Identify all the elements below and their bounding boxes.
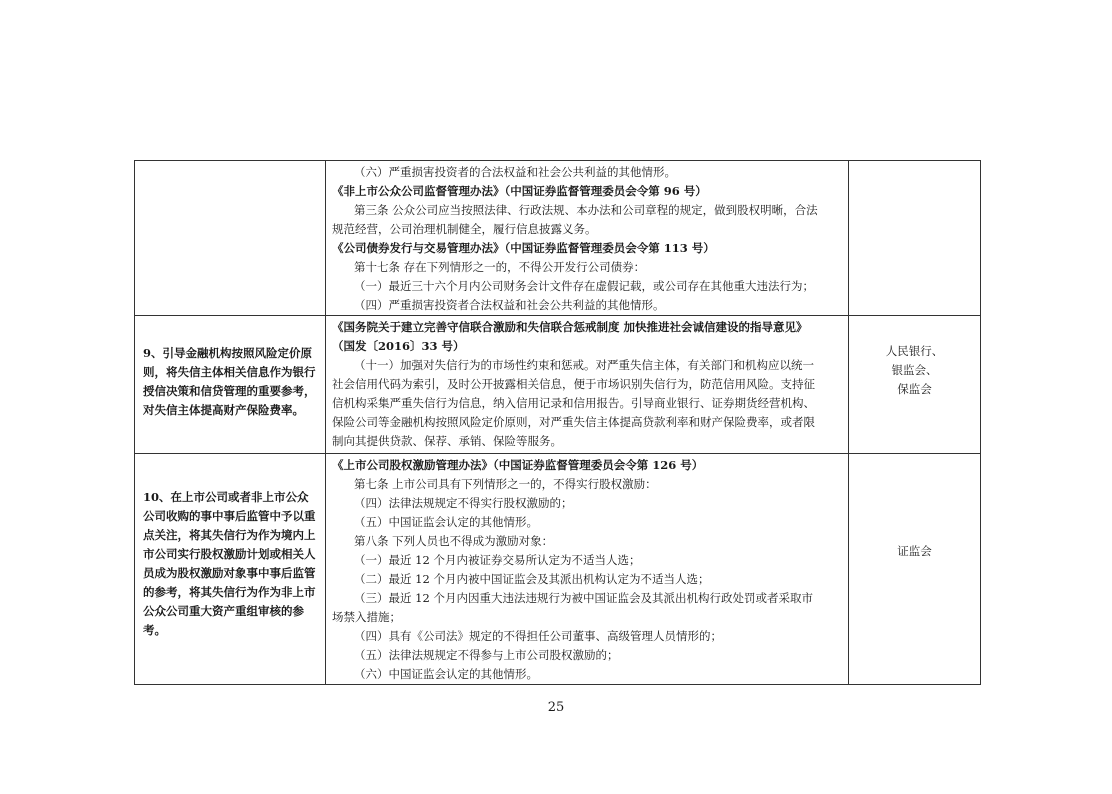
basis-line: （五）中国证监会认定的其他情形。 bbox=[354, 515, 538, 529]
basis-line: （四）法律法规规定不得实行股权激励的； bbox=[354, 496, 573, 510]
basis-line: 第八条 下列人员也不得成为激励对象： bbox=[354, 534, 554, 548]
basis-line: （二）最近 12 个月内被中国证监会及其派出机构认定为不适当人选； bbox=[354, 572, 710, 586]
basis-line: （六）严重损害投资者的合法权益和社会公共利益的其他情形。 bbox=[354, 165, 676, 179]
measure-cell bbox=[135, 161, 326, 316]
basis-line: 场禁入措施； bbox=[332, 610, 401, 624]
agency-name: 保监会 bbox=[897, 382, 932, 396]
agency-name: 证监会 bbox=[897, 544, 932, 558]
basis-line: 信机构采集严重失信行为信息，纳入信用记录和信用报告。引导商业银行、证券期货经营机构、 bbox=[332, 396, 815, 410]
agency-cell bbox=[849, 161, 981, 316]
regulation-title: 《公司债券发行与交易管理办法》（中国证券监督管理委员会令第 113 号） bbox=[332, 241, 715, 255]
basis-line: 社会信用代码为索引，及时公开披露相关信息，便于市场识别失信行为，防范信用风险。支持征 bbox=[332, 377, 815, 391]
basis-line: 第三条 公众公司应当按照法律、行政法规、本办法和公司章程的规定，做到股权明晰，合法 bbox=[354, 203, 818, 217]
agency-cell bbox=[849, 454, 981, 685]
regulation-title: 《国务院关于建立完善守信联合激励和失信联合惩戒制度 加快推进社会诚信建设的指导意见》 bbox=[332, 320, 808, 334]
measure-cell bbox=[135, 454, 326, 685]
basis-line: 保险公司等金融机构按照风险定价原则，对严重失信主体提高贷款利率和财产保险费率，或者限 bbox=[332, 415, 815, 429]
basis-line: （一）最近三十六个月内公司财务会计文件存在虚假记载，或公司存在其他重大违法行为； bbox=[354, 279, 814, 293]
agency-name: 银监会、 bbox=[891, 363, 938, 377]
regulation-title: 《非上市公众公司监督管理办法》（中国证券监督管理委员会令第 96 号） bbox=[332, 184, 707, 198]
table-row bbox=[135, 454, 981, 685]
basis-line: （四）具有《公司法》规定的不得担任公司董事、高级管理人员情形的； bbox=[354, 629, 722, 643]
basis-line: （一）最近 12 个月内被证券交易所认定为不适当人选； bbox=[354, 553, 641, 567]
basis-line: 规范经营，公司治理机制健全，履行信息披露义务。 bbox=[332, 222, 597, 236]
table-row bbox=[135, 316, 981, 454]
basis-cell bbox=[326, 161, 849, 316]
regulation-title: （国发〔2016〕33 号） bbox=[332, 339, 465, 353]
basis-line: （五）法律法规规定不得参与上市公司股权激励的； bbox=[354, 648, 619, 662]
agency-name: 人民银行、 bbox=[885, 344, 944, 358]
basis-line: 第十七条 存在下列情形之一的，不得公开发行公司债券： bbox=[354, 260, 646, 274]
basis-line: （四）严重损害投资者合法权益和社会公共利益的其他情形。 bbox=[354, 298, 665, 312]
basis-line: （六）中国证监会认定的其他情形。 bbox=[354, 667, 538, 681]
basis-line: 第七条 上市公司具有下列情形之一的，不得实行股权激励： bbox=[354, 477, 657, 491]
basis-cell bbox=[326, 454, 849, 685]
basis-line: （三）最近 12 个月内因重大违法违规行为被中国证监会及其派出机构行政处罚或者采取市 bbox=[354, 591, 813, 605]
measures-table bbox=[134, 160, 981, 685]
page-number: 25 bbox=[547, 700, 565, 715]
measure-cell bbox=[135, 316, 326, 454]
basis-cell bbox=[326, 316, 849, 454]
basis-line: 制向其提供贷款、保荐、承销、保险等服务。 bbox=[332, 434, 562, 448]
measure-text: 10、在上市公司或者非上市公众公司收购的事中事后监管中予以重点关注，将其失信行为作为境内上市公司实行股权激励计划或相关人员成为股权激励对象事中事后监管的参考，将其失信行为作为非上市公众公司重大资产重组审核的参考。 bbox=[143, 490, 316, 637]
measure-text bbox=[135, 161, 325, 189]
table-row bbox=[135, 161, 981, 316]
regulation-title: 《上市公司股权激励管理办法》（中国证券监督管理委员会令第 126 号） bbox=[332, 458, 704, 472]
measure-text: 9、引导金融机构按照风险定价原则，将失信主体相关信息作为银行授信决策和信贷管理的重要参考，对失信主体提高财产保险费率。 bbox=[143, 346, 316, 417]
basis-line: （十一）加强对失信行为的市场性约束和惩戒。对严重失信主体，有关部门和机构应以统一 bbox=[354, 358, 814, 372]
agency-cell bbox=[849, 316, 981, 454]
